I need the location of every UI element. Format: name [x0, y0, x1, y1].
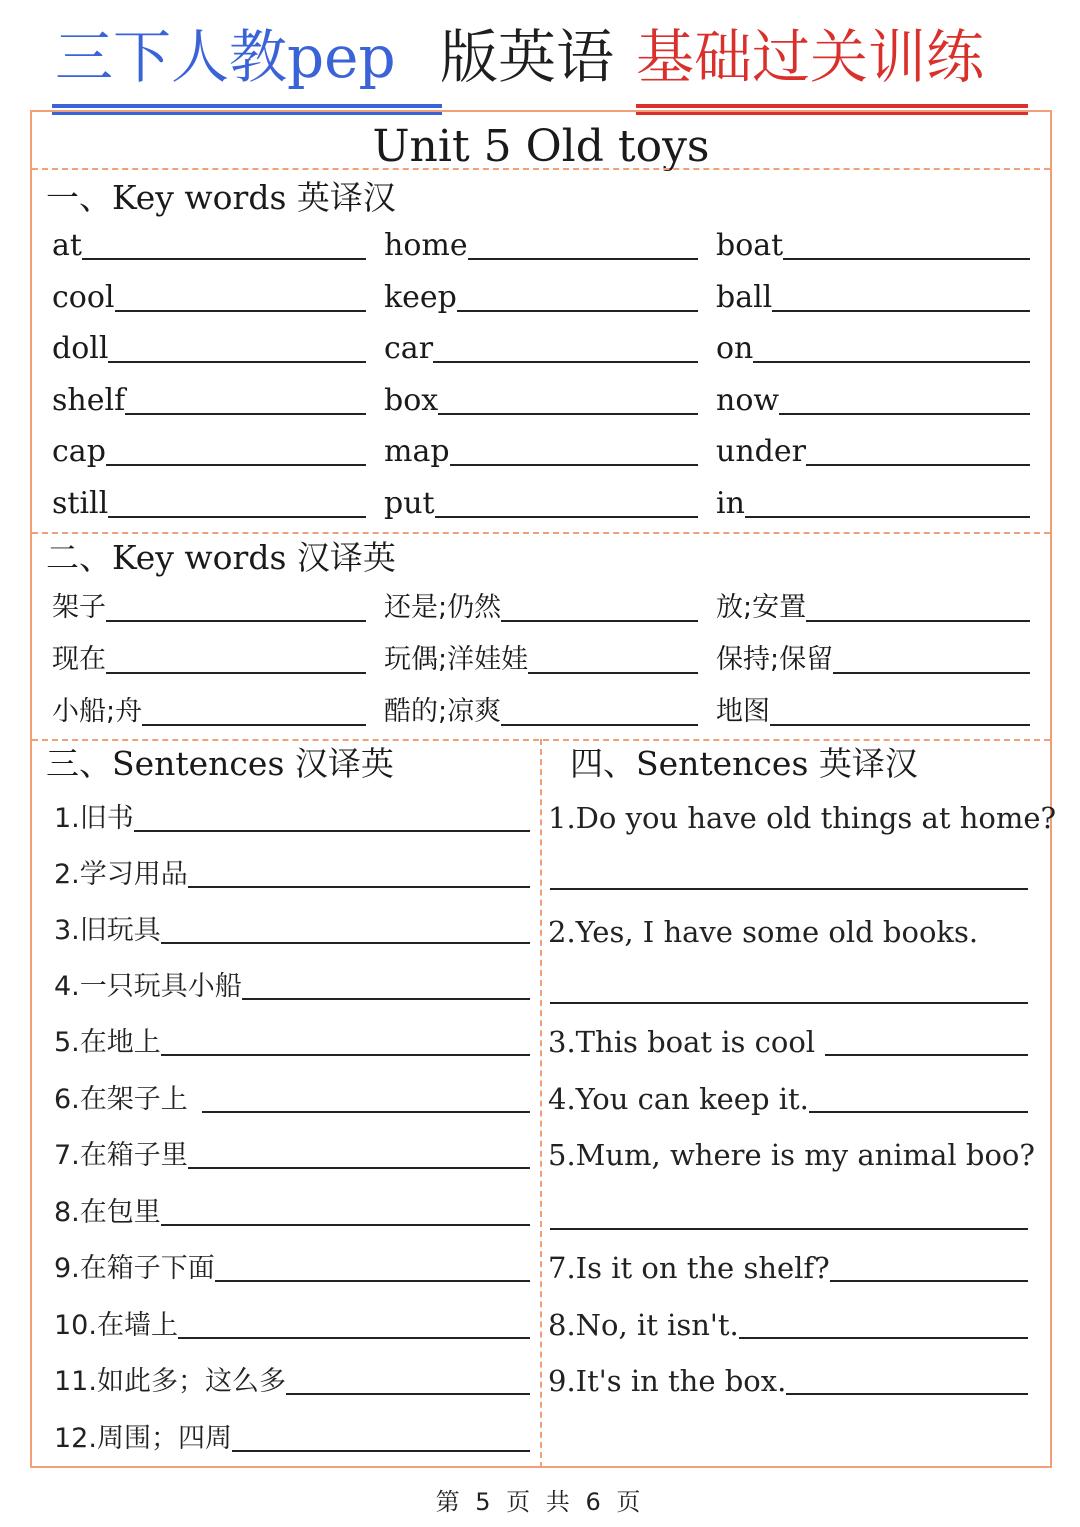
worksheet-frame: [30, 110, 1057, 1468]
word-row-cap: [52, 430, 366, 470]
sentence-label: 3.旧玩具: [54, 915, 161, 946]
sentence-row-cn-4: [54, 964, 530, 1004]
word-label: car: [384, 331, 434, 366]
page-footer: 第 5 页 共 6 页: [435, 1488, 645, 1516]
answer-line[interactable]: [825, 1054, 1028, 1056]
word-row-keep-cn: [716, 638, 1030, 678]
word-label: cool: [52, 280, 115, 315]
word-label: doll: [52, 331, 109, 366]
column-divider: [540, 739, 542, 1468]
answer-line[interactable]: [806, 620, 1030, 622]
sentence-label: 10.在墙上: [54, 1310, 178, 1341]
answer-line[interactable]: [435, 516, 698, 518]
banner-underline-red: [636, 104, 1028, 108]
banner-title: [0, 18, 1080, 100]
word-row-put-cn: [716, 586, 1030, 626]
word-row-home: [384, 224, 698, 264]
sentence-row-en-8: [548, 1303, 1028, 1343]
word-label: in: [716, 486, 745, 521]
word-label: 小船;舟: [52, 696, 143, 727]
answer-line[interactable]: [188, 886, 530, 888]
answer-line[interactable]: [161, 1224, 530, 1226]
word-row-map-cn: [716, 690, 1030, 730]
answer-line[interactable]: [433, 361, 698, 363]
word-row-shelf: [52, 379, 366, 419]
word-row-boat-cn: [52, 690, 366, 730]
word-row-doll: [52, 327, 366, 367]
answer-line[interactable]: [161, 942, 530, 944]
section2-title: 二、Key words 汉译英: [46, 538, 396, 577]
answer-line[interactable]: [830, 1280, 1028, 1282]
word-label: 架子: [52, 592, 106, 623]
word-label: 保持;保留: [716, 644, 834, 675]
answer-line[interactable]: [772, 310, 1030, 312]
sentence-row-cn-10: [54, 1303, 530, 1343]
word-label: 酷的;凉爽: [384, 696, 502, 727]
answer-line[interactable]: [202, 1111, 530, 1113]
answer-line[interactable]: [501, 620, 698, 622]
word-row-in: [716, 482, 1030, 522]
word-row-at: [52, 224, 366, 264]
word-row-cool-cn: [384, 690, 698, 730]
answer-line[interactable]: [739, 1337, 1028, 1339]
sentence-row-en-9: [548, 1359, 1028, 1399]
sentence-row-cn-12: [54, 1416, 530, 1456]
answer-line[interactable]: [550, 1228, 1028, 1230]
answer-line[interactable]: [242, 998, 530, 1000]
answer-line[interactable]: [468, 258, 698, 260]
banner-title-blue: 三下人教pep: [55, 23, 396, 91]
sentence-row-cn-3: [54, 908, 530, 948]
word-label: shelf: [52, 383, 126, 418]
answer-line[interactable]: [809, 1111, 1028, 1113]
answer-line[interactable]: [550, 1002, 1028, 1004]
answer-line[interactable]: [450, 464, 698, 466]
word-label: ball: [716, 280, 773, 315]
sentence-label: 5.在地上: [54, 1027, 161, 1058]
answer-line[interactable]: [550, 888, 1028, 890]
word-row-boat: [716, 224, 1030, 264]
section3-title: 三、Sentences 汉译英: [46, 744, 394, 783]
word-row-doll-cn: [384, 638, 698, 678]
sentence-label: 7.Is it on the shelf?: [548, 1251, 830, 1285]
section1-title: 一、Key words 英译汉: [46, 178, 396, 217]
answer-line[interactable]: [528, 672, 698, 674]
answer-line[interactable]: [232, 1450, 530, 1452]
sentence-label: 2.学习用品: [54, 859, 188, 890]
answer-line[interactable]: [108, 516, 366, 518]
word-label: now: [716, 383, 780, 418]
sentence-label: 1.Do you have old things at home?: [548, 801, 1057, 835]
word-label: boat: [716, 228, 784, 263]
answer-line[interactable]: [783, 258, 1030, 260]
sentence-row-cn-6: [54, 1077, 530, 1117]
sentence-row-en-4: [548, 1077, 1028, 1117]
sentence-row-en-3: [548, 1020, 1028, 1060]
word-label: 放;安置: [716, 592, 807, 623]
sentence-label: 12.周围；四周: [54, 1423, 232, 1454]
word-label: home: [384, 228, 468, 263]
sentence-row-en-1: [548, 796, 1057, 836]
word-label: box: [384, 383, 439, 418]
answer-line[interactable]: [178, 1337, 530, 1339]
word-row-still-cn: [384, 586, 698, 626]
word-label: 还是;仍然: [384, 592, 502, 623]
answer-line[interactable]: [786, 1393, 1028, 1395]
word-row-cool: [52, 276, 366, 316]
answer-line[interactable]: [188, 1167, 530, 1169]
sentence-label: 1.旧书: [54, 803, 134, 834]
answer-line[interactable]: [106, 464, 366, 466]
sentence-row-en-5: [548, 1133, 1035, 1173]
answer-line[interactable]: [833, 672, 1030, 674]
word-label: keep: [384, 280, 457, 315]
answer-line[interactable]: [501, 724, 698, 726]
sentence-label: 4.一只玩具小船: [54, 971, 242, 1002]
word-row-keep: [384, 276, 698, 316]
word-label: at: [52, 228, 82, 263]
sentence-label: 8.在包里: [54, 1197, 161, 1228]
unit-title: Unit 5 Old toys: [372, 121, 710, 172]
word-row-shelf-cn: [52, 586, 366, 626]
sentence-label: 9.It's in the box.: [548, 1364, 787, 1398]
answer-line[interactable]: [215, 1280, 530, 1282]
divider-after-title: [32, 168, 1050, 170]
word-row-put: [384, 482, 698, 522]
word-row-under: [716, 430, 1030, 470]
answer-line[interactable]: [142, 724, 366, 726]
answer-line[interactable]: [770, 724, 1030, 726]
sentence-label: 11.如此多；这么多: [54, 1366, 286, 1397]
word-row-now: [716, 379, 1030, 419]
word-row-on: [716, 327, 1030, 367]
word-row-map: [384, 430, 698, 470]
answer-line[interactable]: [161, 1054, 530, 1056]
banner-title-black: 版英语: [440, 23, 615, 91]
sentence-row-cn-2: [54, 852, 530, 892]
sentence-label: 9.在箱子下面: [54, 1253, 215, 1284]
sentence-label: 3.This boat is cool: [548, 1025, 816, 1059]
sentence-label: 4.You can keep it.: [548, 1082, 809, 1116]
word-row-still: [52, 482, 366, 522]
word-label: cap: [52, 434, 106, 469]
word-label: map: [384, 434, 450, 469]
banner-underline-blue: [52, 104, 442, 108]
divider-after-section1: [32, 532, 1050, 534]
answer-line[interactable]: [753, 361, 1030, 363]
word-label: on: [716, 331, 754, 366]
answer-line[interactable]: [286, 1393, 530, 1395]
sentence-row-en-2: [548, 910, 1028, 950]
answer-line[interactable]: [125, 413, 366, 415]
answer-line[interactable]: [115, 310, 366, 312]
word-row-car: [384, 327, 698, 367]
word-row-now-cn: [52, 638, 366, 678]
sentence-row-cn-9: [54, 1246, 530, 1286]
word-label: 玩偶;洋娃娃: [384, 644, 529, 675]
word-label: 地图: [716, 696, 770, 727]
word-row-ball: [716, 276, 1030, 316]
word-row-box: [384, 379, 698, 419]
sentence-label: 6.在架子上: [54, 1084, 188, 1115]
answer-line[interactable]: [745, 516, 1030, 518]
sentence-row-cn-8: [54, 1190, 530, 1230]
answer-line[interactable]: [779, 413, 1030, 415]
word-label: put: [384, 486, 435, 521]
answer-line[interactable]: [82, 258, 366, 260]
sentence-label: 7.在箱子里: [54, 1140, 188, 1171]
answer-line[interactable]: [106, 620, 366, 622]
sentence-row-cn-11: [54, 1359, 530, 1399]
answer-line[interactable]: [806, 464, 1030, 466]
word-label: still: [52, 486, 109, 521]
banner-title-red: 基础过关训练: [636, 23, 985, 91]
answer-line[interactable]: [134, 830, 530, 832]
sentence-row-cn-7: [54, 1133, 530, 1173]
sentence-row-en-7: [548, 1246, 1028, 1286]
sentence-row-cn-5: [54, 1020, 530, 1060]
sentence-row-cn-1: [54, 796, 530, 836]
sentence-label: 5.Mum, where is my animal boo?: [548, 1138, 1035, 1172]
answer-line[interactable]: [457, 310, 698, 312]
sentence-label: 2.Yes, I have some old books.: [548, 915, 979, 949]
answer-line[interactable]: [108, 361, 366, 363]
answer-line[interactable]: [438, 413, 698, 415]
answer-line[interactable]: [106, 672, 366, 674]
word-label: under: [716, 434, 806, 469]
sentence-label: 8.No, it isn't.: [548, 1308, 739, 1342]
word-label: 现在: [52, 644, 106, 675]
section4-title: 四、Sentences 英译汉: [570, 744, 918, 783]
